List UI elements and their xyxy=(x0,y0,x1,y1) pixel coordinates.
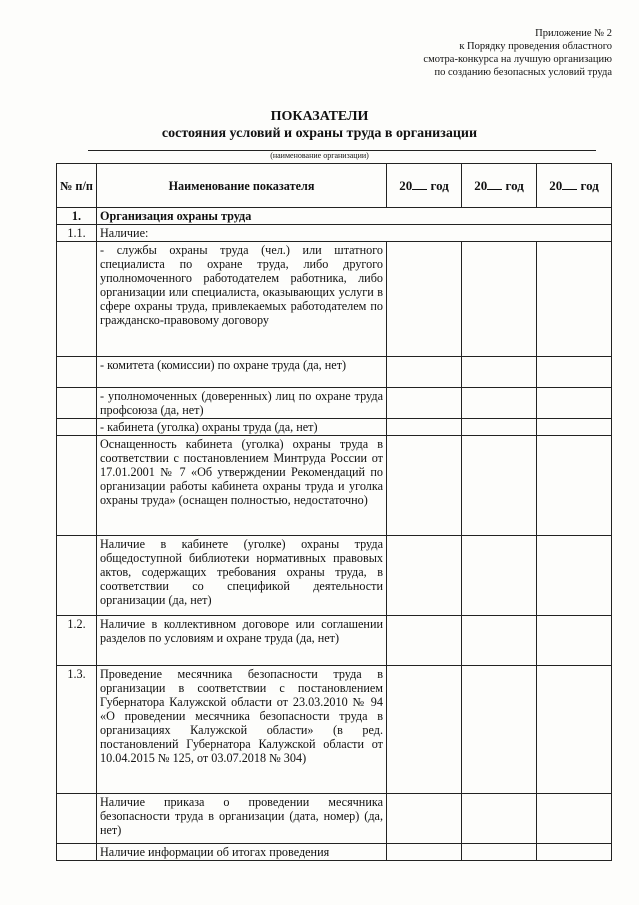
value-cell[interactable] xyxy=(387,666,462,794)
value-cell[interactable] xyxy=(537,419,612,436)
value-cell[interactable] xyxy=(387,536,462,616)
title-line-2: состояния условий и охраны труда в организации xyxy=(161,126,478,141)
value-cell[interactable] xyxy=(462,242,537,357)
table-row xyxy=(57,419,612,436)
indicators-table xyxy=(56,163,612,861)
table-row xyxy=(57,794,612,844)
row-text: Оснащенность кабинета (уголка) охраны труда в соответствии с постановлением Минтруда России от 17.01.2001 № 7 «Об утверждении Рекомендаций по организации работы кабинета охраны труда и уголка охраны труда» (оснащен полностью, недостаточно) xyxy=(97,436,387,536)
value-cell[interactable] xyxy=(462,357,537,388)
value-cell[interactable] xyxy=(537,388,612,419)
row-text: - уполномоченных (доверенных) лиц по охране труда профсоюза (да, нет) xyxy=(97,388,387,419)
row-number xyxy=(57,419,97,436)
row-number xyxy=(57,242,97,357)
title-line-1: ПОКАЗАТЕЛИ xyxy=(270,109,369,124)
header-indicator-name: Наименование показателя xyxy=(97,164,387,208)
value-cell[interactable] xyxy=(537,357,612,388)
row-number: 1. xyxy=(57,208,97,225)
value-cell[interactable] xyxy=(537,666,612,794)
value-cell[interactable] xyxy=(537,616,612,666)
header-year-2 xyxy=(462,164,537,208)
value-cell[interactable] xyxy=(462,616,537,666)
row-text: Проведение месячника безопасности труда в организации в соответствии с постановлением Губернатора Калужской области от 23.03.2010 № 94 «О проведении месячника безопасности труда в организациях Калужской области» (в ред. постановлений Губернатора Калужской области от 10.04.2015 № 125, от 03.07.2018 № 304) xyxy=(97,666,387,794)
table-row xyxy=(57,242,612,357)
table-header-row xyxy=(57,164,612,208)
value-cell[interactable] xyxy=(387,388,462,419)
year-prefix: 20 xyxy=(549,177,563,193)
row-text: Наличие в коллективном договоре или соглашении разделов по условиям и охране труда (да, нет) xyxy=(97,616,387,666)
row-number xyxy=(57,844,97,861)
value-cell[interactable] xyxy=(462,794,537,844)
year-prefix: 20 xyxy=(474,177,488,193)
table-row xyxy=(57,844,612,861)
table-row xyxy=(57,208,612,225)
table-row xyxy=(57,536,612,616)
row-text: Наличие в кабинете (уголке) охраны труда общедоступной библиотеки нормативных правовых актов, содержащих требования охраны труда, в соответствии со спецификой деятельности организации (да, нет) xyxy=(97,536,387,616)
value-cell[interactable] xyxy=(537,536,612,616)
value-cell[interactable] xyxy=(537,794,612,844)
value-cell[interactable] xyxy=(537,436,612,536)
value-cell[interactable] xyxy=(387,357,462,388)
row-text: - кабинета (уголка) охраны труда (да, нет) xyxy=(97,419,387,436)
header-year-1 xyxy=(387,164,462,208)
table-row xyxy=(57,616,612,666)
row-number: 1.2. xyxy=(57,616,97,666)
row-number: 1.3. xyxy=(57,666,97,794)
row-text: Наличие информации об итогах проведения xyxy=(97,844,387,861)
value-cell[interactable] xyxy=(387,436,462,536)
value-cell[interactable] xyxy=(462,536,537,616)
table-row xyxy=(57,388,612,419)
year-suffix: год xyxy=(427,177,449,193)
row-number xyxy=(57,794,97,844)
value-cell[interactable] xyxy=(462,666,537,794)
row-number: 1.1. xyxy=(57,225,97,242)
year-blank xyxy=(412,179,427,190)
value-cell[interactable] xyxy=(387,419,462,436)
header-year-3 xyxy=(537,164,612,208)
year-prefix: 20 xyxy=(399,177,413,193)
appendix-line: по созданию безопасных условий труда xyxy=(434,67,612,78)
row-text: Наличие: xyxy=(97,225,612,242)
appendix-line: смотра-конкурса на лучшую организацию xyxy=(423,54,612,65)
table-row xyxy=(57,225,612,242)
value-cell[interactable] xyxy=(537,844,612,861)
appendix-line: к Порядку проведения областного xyxy=(459,41,612,52)
row-number xyxy=(57,388,97,419)
year-blank xyxy=(487,179,502,190)
value-cell[interactable] xyxy=(462,844,537,861)
table-row xyxy=(57,436,612,536)
value-cell[interactable] xyxy=(462,388,537,419)
row-text: - комитета (комиссии) по охране труда (да, нет) xyxy=(97,357,387,388)
value-cell[interactable] xyxy=(387,844,462,861)
row-text: Наличие приказа о проведении месячника безопасности труда в организации (дата, номер) (да, нет) xyxy=(97,794,387,844)
header-number: № п/п xyxy=(57,164,97,208)
row-text: - службы охраны труда (чел.) или штатного специалиста по охране труда, либо другого уполномоченного работодателем работника, либо организации или специалиста, оказывающих услуги в сфере охраны труда, привлекаемых работодателем по гражданско-правовому договору xyxy=(97,242,387,357)
value-cell[interactable] xyxy=(387,794,462,844)
appendix-line: Приложение № 2 xyxy=(535,28,612,39)
document-title xyxy=(0,108,639,142)
year-suffix: год xyxy=(577,177,599,193)
table-row xyxy=(57,357,612,388)
value-cell[interactable] xyxy=(462,436,537,536)
row-number xyxy=(57,436,97,536)
value-cell[interactable] xyxy=(387,242,462,357)
value-cell[interactable] xyxy=(387,616,462,666)
year-blank xyxy=(562,179,577,190)
row-number xyxy=(57,536,97,616)
table-row xyxy=(57,666,612,794)
appendix-note xyxy=(312,27,612,79)
year-suffix: год xyxy=(502,177,524,193)
value-cell[interactable] xyxy=(462,419,537,436)
section-title: Организация охраны труда xyxy=(97,208,612,225)
row-number xyxy=(57,357,97,388)
value-cell[interactable] xyxy=(537,242,612,357)
organization-caption: (наименование организации) xyxy=(270,151,369,160)
